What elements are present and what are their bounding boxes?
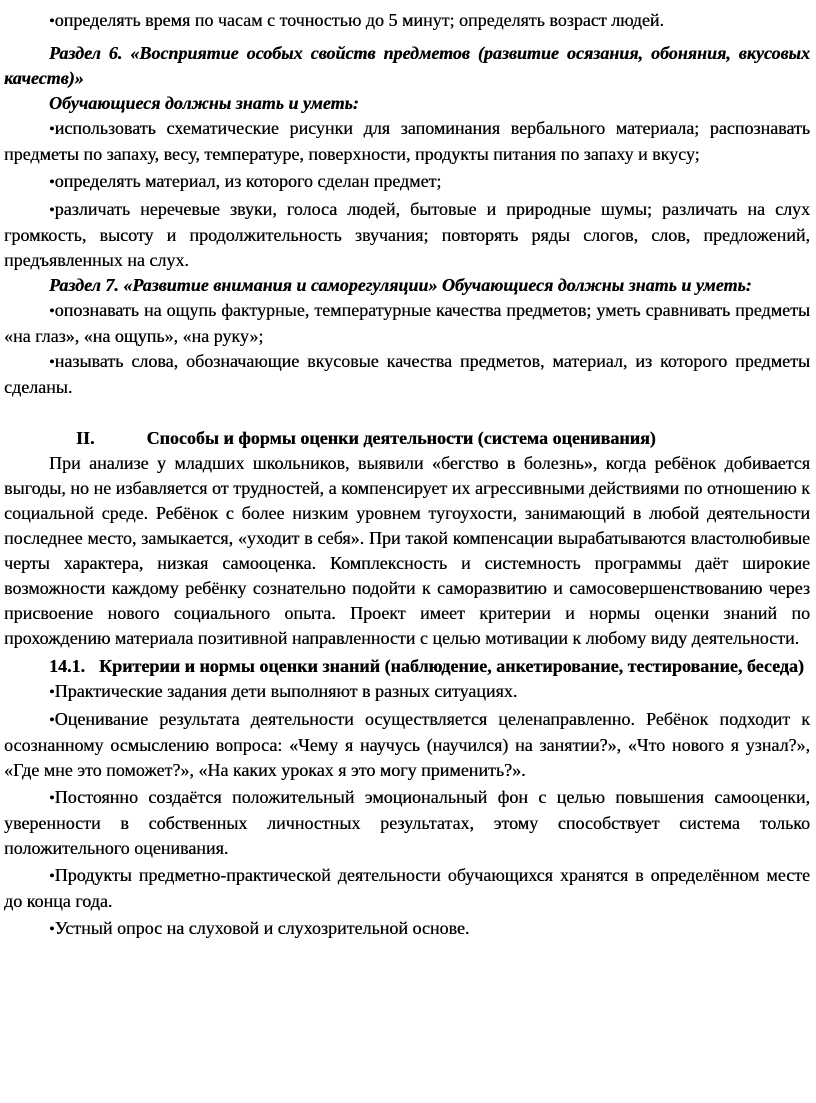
bullet-item-material bbox=[4, 169, 810, 195]
bullet-item-products-storage bbox=[4, 863, 810, 914]
bullet-icon: • bbox=[49, 120, 55, 138]
students-must-know-subheading: Обучающиеся должны знать и уметь: bbox=[49, 93, 359, 113]
bullet-text: различать неречевые звуки, голоса людей, бытовые и природные шумы; различать на слух громкость, высоту и продолжительность звучания; повторять ряды слогов, слов, предложений, предъявленных на слух. bbox=[4, 199, 810, 270]
bullet-icon: • bbox=[49, 201, 55, 219]
bullet-text: Практические задания дети выполняют в разных ситуациях. bbox=[54, 681, 518, 701]
section-7-heading: Раздел 7. «Развитие внимания и саморегуляции» Обучающиеся должны знать и уметь: bbox=[49, 275, 752, 295]
chapter-title: Способы и формы оценки деятельности (система оценивания) bbox=[146, 428, 656, 448]
bullet-icon: • bbox=[49, 683, 55, 701]
bullet-text: опознавать на ощупь фактурные, температурные качества предметов; уметь сравнивать предметы «на глаз», «на ощупь», «на руку»; bbox=[4, 300, 810, 346]
bullet-icon: • bbox=[49, 789, 55, 807]
chapter-number: II. bbox=[76, 428, 95, 448]
criteria-heading bbox=[4, 654, 810, 679]
bullet-item-taste-words bbox=[4, 349, 810, 400]
criteria-heading-number: 14.1. bbox=[49, 656, 85, 676]
bullet-item-positive-background bbox=[4, 785, 810, 861]
analysis-paragraph: При анализе у младших школьников, выявили «бегство в болезнь», когда ребёнок добивается выгоды, но не избавляется от трудностей, а компенсирует их агрессивными действиями по отношению к социальной среде. Ребёнок с более низким уровнем тугоухости, занимающий в любой деятельности последнее место, замыкается, «уходит в себя». При такой компенсации вырабатываются властолюбивые черты характера, низкая самооценка. Комплексность и системность программы даёт широкие возможности каждому ребёнку сознательно подойти к саморазвитию и самосовершенствованию через присвоение нового социального опыта. Проект имеет критерии и нормы оценки знаний по прохождению материала позитивной направленности с целью мотивации к любому виду деятельности. bbox=[4, 453, 810, 648]
chapter-2-heading bbox=[4, 426, 810, 451]
bullet-icon: • bbox=[49, 302, 55, 320]
bullet-text: Оценивание результата деятельности осуществляется целенаправленно. Ребёнок подходит к осознанному осмыслению вопроса: «Чему я научусь (научился) на занятии?», «Что нового я узнал?», «Где мне это поможет?», «На каких уроках я это могу применить?». bbox=[4, 709, 810, 780]
bullet-icon: • bbox=[49, 867, 55, 885]
bullet-item-schematic-drawings bbox=[4, 116, 810, 167]
bullet-text: Продукты предметно-практической деятельности обучающихся хранятся в определённом месте до конца года. bbox=[4, 865, 810, 911]
bullet-item-clock-time bbox=[4, 8, 810, 34]
bullet-icon: • bbox=[49, 353, 55, 371]
bullet-item-nonspeech-sounds bbox=[4, 197, 810, 273]
bullet-item-result-evaluation bbox=[4, 707, 810, 783]
criteria-heading-title: Критерии и нормы оценки знаний (наблюдение, анкетирование, тестирование, беседа) bbox=[99, 656, 804, 676]
section-6-heading: Раздел 6. «Восприятие особых свойств предметов (развитие осязания, обоняния, вкусовых качеств)» bbox=[4, 43, 810, 88]
bullet-icon: • bbox=[49, 711, 55, 729]
bullet-item-oral-questioning bbox=[4, 916, 810, 942]
bullet-item-touch-qualities bbox=[4, 298, 810, 349]
bullet-icon: • bbox=[49, 173, 55, 191]
bullet-text: Постоянно создаётся положительный эмоциональный фон с целью повышения самооценки, уверенности в собственных личностных результатах, этому способствует система только положительного оценивания. bbox=[4, 787, 810, 858]
bullet-text: называть слова, обозначающие вкусовые качества предметов, материал, из которого предметы сделаны. bbox=[4, 351, 810, 397]
bullet-icon: • bbox=[49, 12, 55, 30]
bullet-item-practical-tasks bbox=[4, 679, 810, 705]
bullet-text: использовать схематические рисунки для запоминания вербального материала; распознавать предметы по запаху, весу, температуре, поверхности, продукты питания по запаху и вкусу; bbox=[4, 118, 810, 164]
bullet-text: определять материал, из которого сделан предмет; bbox=[54, 171, 442, 191]
bullet-text: Устный опрос на слуховой и слухозрительной основе. bbox=[54, 918, 470, 938]
bullet-text: определять время по часам с точностью до 5 минут; определять возраст людей. bbox=[54, 10, 664, 30]
bullet-icon: • bbox=[49, 920, 55, 938]
